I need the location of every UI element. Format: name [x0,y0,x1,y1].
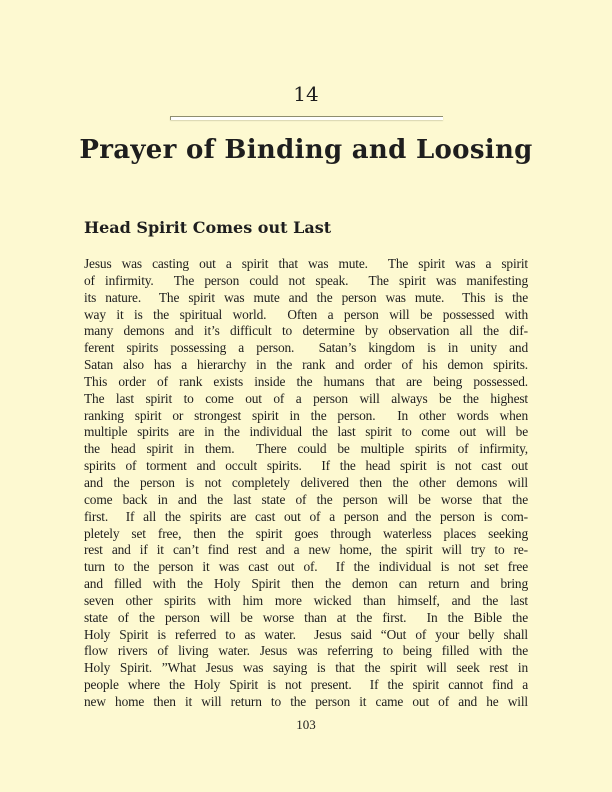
body-line: its nature. The spirit was mute and the person was mute. This is the [84,289,528,305]
body-line: way it is the spiritual world. Often a person will be possessed with [84,306,528,322]
body-line: ranking spirit or strongest spirit in the person. In other words when [84,407,528,423]
body-line: seven other spirits with him more wicked than himself, and the last [84,592,528,608]
body-line: This order of rank exists inside the humans that are being possessed. [84,373,528,389]
body-line: new home then it will return to the person it came out of and he will [84,693,528,709]
body-line: state of the person will be worse than at the first. In the Bible the [84,609,528,625]
body-paragraph [84,256,528,711]
chapter-number: 14 [293,82,319,106]
body-line: Satan also has a hierarchy in the rank and order of his demon spirits. [84,357,528,373]
body-line: the head spirit in them. There could be multiple spirits of infirmity, [84,441,528,457]
body-line: Holy Spirit. ”What Jesus was saying is that the spirit will seek rest in [84,660,528,676]
body-line: Jesus was casting out a spirit that was mute. The spirit was a spirit [84,256,528,271]
body-line: rest and if it can’t find rest and a new home, the spirit will try to re- [84,542,528,558]
body-line: and filled with the Holy Spirit then the demon can return and bring [84,576,528,592]
body-line: turn to the person it was cast out of. If the individual is not set free [84,559,528,575]
body-line: pletely set free, then the spirit goes through waterless places seeking [84,525,528,541]
body-line: first. If all the spirits are cast out of a person and the person is com- [84,508,528,524]
body-line: of infirmity. The person could not speak. The spirit was manifesting [84,272,528,288]
body-line: and the person is not completely delivered then the other demons will [84,474,528,490]
body-line: flow rivers of living water. Jesus was referring to being filled with the [84,643,528,659]
body-line: multiple spirits are in the individual the last spirit to come out will be [84,424,528,440]
chapter-divider-rule [170,116,443,120]
body-line: people where the Holy Spirit is not present. If the spirit cannot find a [84,677,528,693]
section-heading: Head Spirit Comes out Last [84,218,332,237]
chapter-title: Prayer of Binding and Loosing [79,135,533,165]
page-number: 103 [296,717,316,732]
body-line: come back in and the last state of the person will be worse that the [84,491,528,507]
body-line: Holy Spirit is referred to as water. Jesus said “Out of your belly shall [84,626,528,642]
body-line: The last spirit to come out of a person will always be the highest [84,390,528,406]
body-line: spirits of torment and occult spirits. If the head spirit is not cast out [84,458,528,474]
body-line: many demons and it’s difficult to determine by observation all the dif- [84,323,528,339]
body-line: ferent spirits possessing a person. Satan’s kingdom is in unity and [84,340,528,356]
